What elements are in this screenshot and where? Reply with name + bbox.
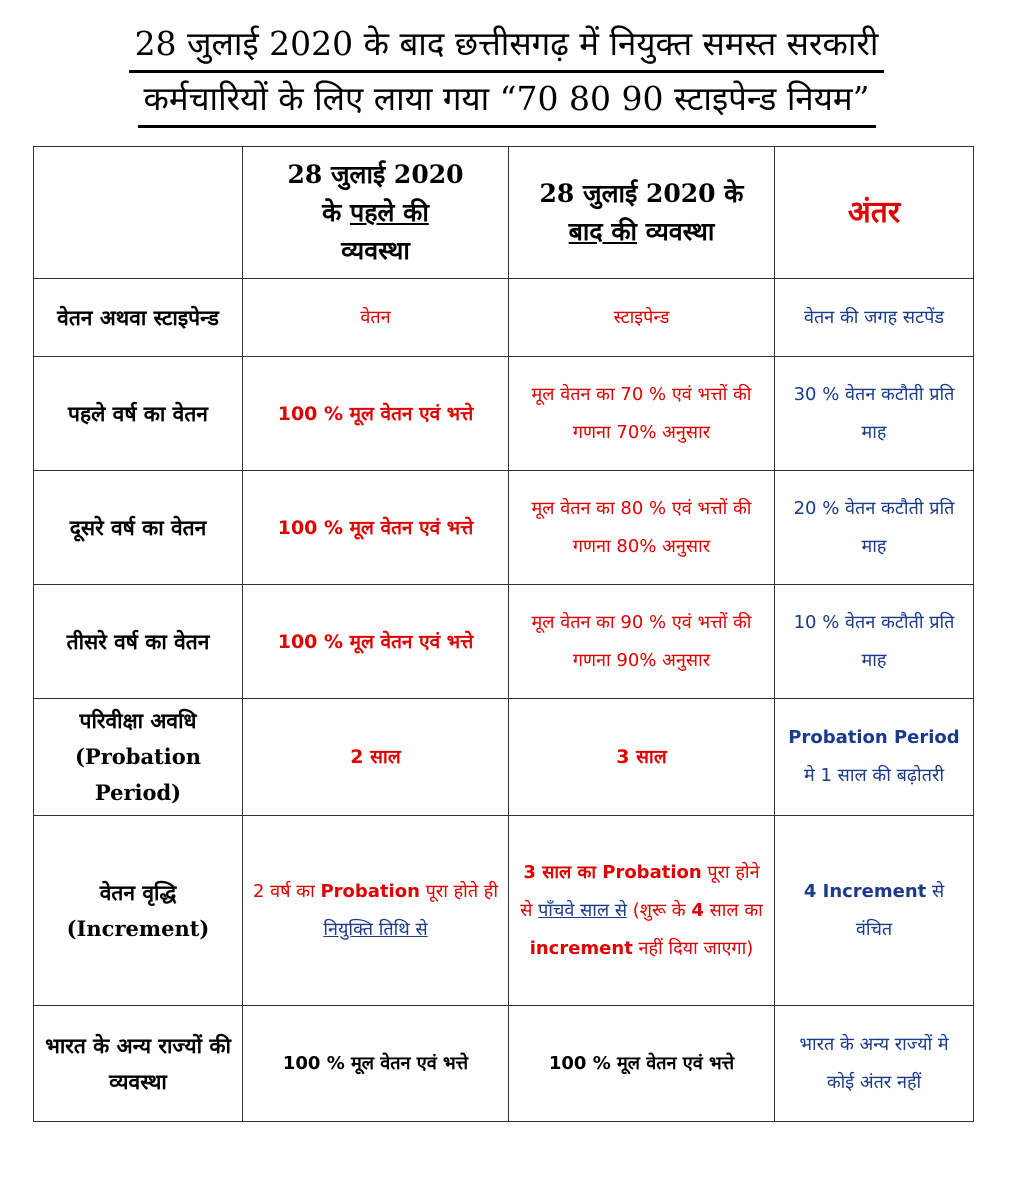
after-cell: 3 साल [509, 699, 775, 816]
table-row [34, 471, 974, 585]
title-line-2: कर्मचारियों के लिए लाया गया “70 80 90 स्टाइपेन्ड नियम” [138, 73, 876, 128]
difference-cell: 30 % वेतन कटौती प्रति माह [775, 357, 974, 471]
difference-cell: वेतन की जगह सटपेंड [775, 279, 974, 357]
after-cell: मूल वेतन का 90 % एवं भत्तों की गणना 90% अनुसार [509, 585, 775, 699]
header-difference: अंतर [775, 147, 974, 279]
before-cell: 100 % मूल वेतन एवं भत्ते [243, 471, 509, 585]
before-cell: 100 % मूल वेतन एवं भत्ते [243, 1006, 509, 1122]
table-row [34, 585, 974, 699]
table-header-row [34, 147, 974, 279]
row-label: दूसरे वर्ष का वेतन [34, 471, 243, 585]
difference-cell: Probation Period मे 1 साल की बढ़ोतरी [775, 699, 974, 816]
before-cell: वेतन [243, 279, 509, 357]
table-row [34, 357, 974, 471]
difference-cell: भारत के अन्य राज्यों मे कोई अंतर नहीं [775, 1006, 974, 1122]
header-empty-cell [34, 147, 243, 279]
before-cell: 100 % मूल वेतन एवं भत्ते [243, 357, 509, 471]
before-cell: 2 वर्ष का Probation पूरा होते ही नियुक्ति तिथि से [243, 816, 509, 1006]
difference-cell: 20 % वेतन कटौती प्रति माह [775, 471, 974, 585]
difference-cell: 10 % वेतन कटौती प्रति माह [775, 585, 974, 699]
page-title [20, 18, 993, 128]
title-line-1: 28 जुलाई 2020 के बाद छत्तीसगढ़ में नियुक्त समस्त सरकारी [129, 18, 885, 73]
header-after: 28 जुलाई 2020 के बाद की व्यवस्था [509, 147, 775, 279]
row-label: भारत के अन्य राज्यों की व्यवस्था [34, 1006, 243, 1122]
table-row [34, 279, 974, 357]
after-cell: 3 साल का Probation पूरा होने से पाँचवे साल से (शुरू के 4 साल का increment नहीं दिया जाएगा) [509, 816, 775, 1006]
after-cell: 100 % मूल वेतन एवं भत्ते [509, 1006, 775, 1122]
fifth-year-link: पाँचवे साल से [538, 899, 628, 921]
after-cell: मूल वेतन का 70 % एवं भत्तों की गणना 70% अनुसार [509, 357, 775, 471]
after-cell: मूल वेतन का 80 % एवं भत्तों की गणना 80% अनुसार [509, 471, 775, 585]
row-label: पहले वर्ष का वेतन [34, 357, 243, 471]
comparison-table [33, 146, 974, 1122]
before-cell: 100 % मूल वेतन एवं भत्ते [243, 585, 509, 699]
row-label: तीसरे वर्ष का वेतन [34, 585, 243, 699]
after-cell: स्टाइपेन्ड [509, 279, 775, 357]
row-label: वेतन अथवा स्टाइपेन्ड [34, 279, 243, 357]
table-row [34, 1006, 974, 1122]
difference-cell: 4 Increment से वंचित [775, 816, 974, 1006]
before-cell: 2 साल [243, 699, 509, 816]
table-row [34, 699, 974, 816]
appointment-date-link: नियुक्ति तिथि से [323, 918, 428, 940]
row-label: वेतन वृद्धि (Increment) [34, 816, 243, 1006]
header-before: 28 जुलाई 2020 के पहले की व्यवस्था [243, 147, 509, 279]
row-label: परिवीक्षा अवधि (Probation Period) [34, 699, 243, 816]
table-row [34, 816, 974, 1006]
